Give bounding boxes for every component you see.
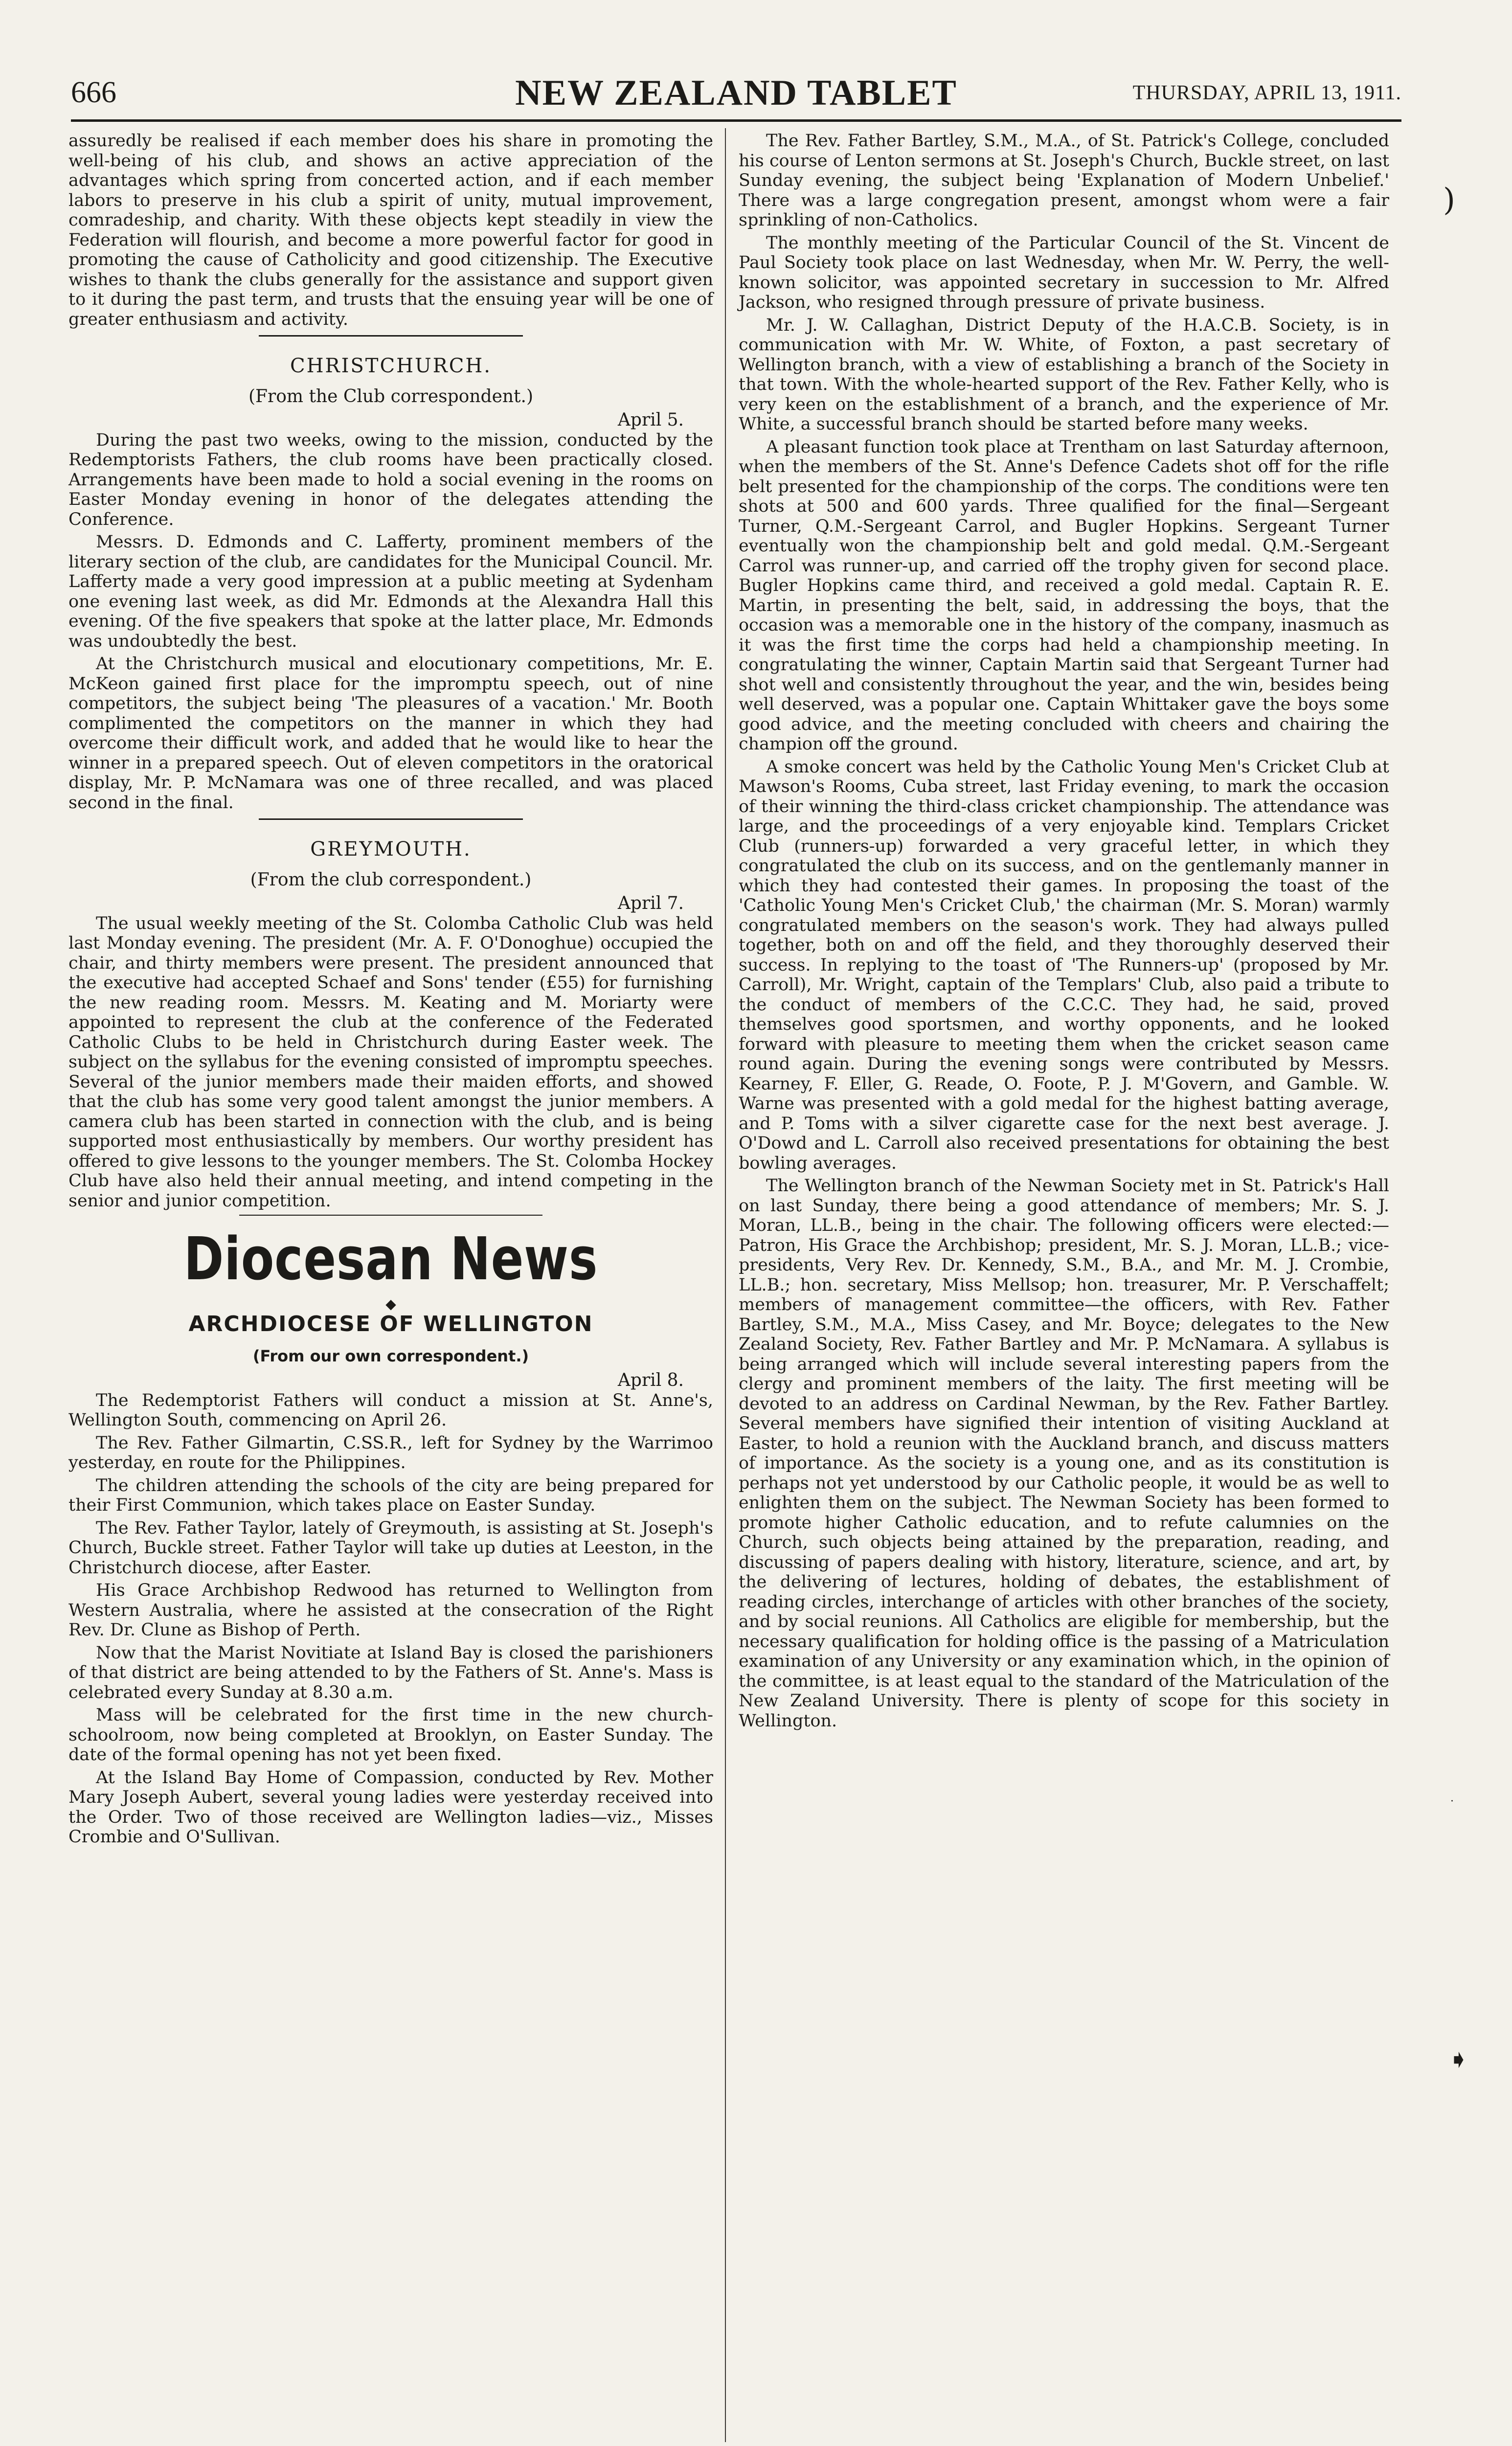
- greymouth-heading: GREYMOUTH.: [310, 838, 472, 861]
- left-column: [68, 131, 713, 1850]
- wellington-news-paragraph: Now that the Marist Novitiate at Island Bay is closed the parishioners of that district are being attended to by the Fathers of St. Anne's. Mass is celebrated every Sunday at 8.30 a.m.: [68, 1643, 713, 1702]
- section-rule: [239, 1215, 542, 1216]
- christchurch-date: April 5.: [617, 410, 684, 430]
- margin-arrow-icon: ➧: [1448, 2045, 1469, 2074]
- issue-date: THURSDAY, APRIL 13, 1911.: [1132, 82, 1401, 104]
- wellington-news-paragraph: Mass will be celebrated for the first time in the new church-schoolroom, now being completed at Brooklyn, on Easter Sunday. The date of the formal opening has not yet been fixed.: [68, 1705, 713, 1765]
- wellington-news-paragraph: The Rev. Father Taylor, lately of Greymouth, is assisting at St. Joseph's Church, Buckle street. Father Taylor will take up duties at Leeston, in the Christchurch diocese, after Easter.: [68, 1518, 713, 1578]
- wellington-news-paragraph: A pleasant function took place at Trentham on last Saturday afternoon, when the members of the St. Anne's Defence Cadets shot off for the rifle belt presented for the championship of the corps. The conditions were ten shots at 500 and 600 yards. Three qualified for the final—Sergeant Turner, Q.M.-Sergeant Carrol, and Bugler Hopkins. Sergeant Turner eventually won the championship belt and gold medal. Q.M.-Sergeant Carrol was runner-up, and carried off the trophy given for second place. Bugler Hopkins came third, and received a gold medal. Captain R. E. Martin, in presenting the belt, said, in addressing the boys, that the occasion was a memorable one in the history of the company, inasmuch as it was the first time the corps had held a championship meeting. In congratulating the winner, Captain Martin said that Sergeant Turner had shot well and consistently throughout the year, and the win, besides being well deserved, was a popular one. Captain Whittaker gave the boys some good advice, and the meeting concluded with cheers and chairing the champion off the ground.: [739, 437, 1389, 754]
- wellington-news-paragraph: A smoke concert was held by the Catholic Young Men's Cricket Club at Mawson's Rooms, Cuba street, last Friday evening, to mark the occasion of their winning the third-class cricket championship. The attendance was large, and the proceedings of a very enjoyable kind. Templars Cricket Club (runners-up) forwarded a very graceful letter, in which they congratulated the club on its success, and on the gentlemanly manner in which they had contested their games. In proposing the toast of the 'Catholic Young Men's Cricket Club,' the chairman (Mr. S. Moran) warmly congratulated members on the season's work. They had always pulled together, both on and off the field, and they thoroughly deserved their success. In replying to the toast of 'The Runners-up' (proposed by Mr. Carroll), Mr. Wright, captain of the Templars' Club, also paid a tribute to the conduct of members of the C.C.C. They had, he said, proved themselves good sportsmen, and worthy opponents, and he looked forward with pleasure to meeting them when the cricket season came round again. During the evening songs were contributed by Messrs. Kearney, F. Eller, G. Reade, O. Foote, P. J. M'Govern, and Gamble. W. Warne was presented with a gold medal for the highest batting average, and P. Toms with a silver cigarette case for the next best average. J. O'Dowd and L. Carroll also received presentations for obtaining the best bowling averages.: [739, 757, 1389, 1173]
- section-rule: [259, 335, 523, 337]
- wellington-news-paragraph: At the Island Bay Home of Compassion, conducted by Rev. Mother Mary Joseph Aubert, several young ladies were yesterday received into the Order. Two of those received are Wellington ladies—viz., Misses Crombie and O'Sullivan.: [68, 1767, 713, 1847]
- newspaper-title: NEW ZEALAND TABLET: [515, 73, 957, 113]
- greymouth-paragraph: The usual weekly meeting of the St. Colomba Catholic Club was held last Monday evening. The president (Mr. A. F. O'Donoghue) occupied the chair, and thirty members were present. The president announced that the executive had accepted Schaef and Sons' tender (£55) for furnishing the new reading room. Messrs. M. Keating and M. Moriarty were appointed to represent the club at the conference of the Federated Catholic Clubs to be held in Christchurch during Easter week. The subject on the syllabus for the evening consisted of impromptu speeches. Several of the junior members made their maiden efforts, and showed that the club has some very good talent amongst the junior members. A camera club has been started in connection with the club, and is being supported most enthusiastically by members. Our worthy president has offered to give lessons to the younger members. The St. Colomba Hockey Club have also held their annual meeting, and intend competing in the senior and junior competition.: [68, 913, 713, 1211]
- christchurch-paragraph: At the Christchurch musical and elocutionary competitions, Mr. E. McKeon gained first place for the impromptu speech, out of nine competitors, the subject being 'The pleasures of a vacation.' Mr. Booth complimented the competitors on the manner in which they had overcome their difficult work, and added that he would like to hear the winner in a prepared speech. Out of eleven competitors in the oratorical display, Mr. P. McNamara was one of three recalled, and was placed second in the final.: [68, 654, 713, 813]
- christchurch-heading: CHRISTCHURCH.: [290, 355, 492, 377]
- federation-article-end: assuredly be realised if each member does his share in promoting the well-being of his club, and shows an active appreciation of the advantages which spring from concerted action, and if each member labors to preserve in his club a spirit of unity, mutual improvement, comradeship, and charity. With these objects kept steadily in view the Federation will flourish, and become a more powerful factor for good in promoting the cause of Catholicity and good citizenship. The Executive wishes to thank the clubs generally for the assistance and support given to it during the past term, and trusts that the ensuing year will be one of greater enthusiasm and activity.: [68, 131, 713, 329]
- section-rule: [259, 818, 523, 820]
- archdiocese-heading: ARCHDIOCESE OF WELLINGTON: [188, 1312, 593, 1336]
- greymouth-source: (From the club correspondent.): [250, 869, 532, 890]
- christchurch-paragraph: During the past two weeks, owing to the mission, conducted by the Redemptorists Fathers, the club rooms have been practically closed. Arrangements have been made to hold a social evening in the rooms on Easter Monday evening in honor of the delegates attending the Conference.: [68, 430, 713, 529]
- christchurch-source: (From the Club correspondent.): [248, 386, 534, 407]
- masthead-rule: [71, 119, 1401, 122]
- page-number: 666: [71, 76, 116, 109]
- wellington-news-paragraph: The children attending the schools of the city are being prepared for their First Communion, which takes place on Easter Sunday.: [68, 1475, 713, 1515]
- diocesan-news-title: Diocesan News: [183, 1225, 598, 1293]
- wellington-news-paragraph: The Rev. Father Bartley, S.M., M.A., of St. Patrick's College, concluded his course of Lenton sermons at St. Joseph's Church, Buckle street, on last Sunday evening, the subject being 'Explanation of Modern Unbelief.' There was a large congregation present, amongst whom were a fair sprinkling of non-Catholics.: [739, 131, 1389, 230]
- archdiocese-source: (From our own correspondent.): [252, 1346, 529, 1365]
- wellington-news-paragraph: The Redemptorist Fathers will conduct a mission at St. Anne's, Wellington South, commencing on April 26.: [68, 1390, 713, 1430]
- margin-paren-mark: ): [1443, 182, 1455, 218]
- right-column: [739, 131, 1389, 1734]
- greymouth-date: April 7.: [617, 893, 684, 913]
- masthead: [71, 72, 1401, 116]
- column-divider: [725, 128, 726, 2442]
- wellington-news-paragraph: The monthly meeting of the Particular Council of the St. Vincent de Paul Society took place on last Wednesday, when Mr. W. Perry, the well-known solicitor, was appointed secretary in succession to Mr. Alfred Jackson, who resigned through pressure of private business.: [739, 233, 1389, 312]
- archdiocese-date: April 8.: [617, 1370, 684, 1390]
- wellington-news-paragraph: His Grace Archbishop Redwood has returned to Wellington from Western Australia, where he assisted at the consecration of the Right Rev. Dr. Clune as Bishop of Perth.: [68, 1581, 713, 1640]
- margin-dot-mark: ·: [1450, 1795, 1454, 1808]
- christchurch-paragraph: Messrs. D. Edmonds and C. Lafferty, prominent members of the literary section of the club, are candidates for the Municipal Council. Mr. Lafferty made a very good impression at a public meeting at Sydenham one evening last week, as did Mr. Edmonds at the Alexandra Hall this evening. Of the five speakers that spoke at the latter place, Mr. Edmonds was undoubtedly the best.: [68, 532, 713, 651]
- wellington-news-paragraph: Mr. J. W. Callaghan, District Deputy of the H.A.C.B. Society, is in communication with Mr. W. White, of Foxton, a past secretary of Wellington branch, with a view of establishing a branch of the Society in that town. With the whole-hearted support of the Rev. Father Kelly, who is very keen on the establishment of a branch, and the experience of Mr. White, a successful branch should be started before many weeks.: [739, 315, 1389, 434]
- wellington-news-paragraph: The Rev. Father Gilmartin, C.SS.R., left for Sydney by the Warrimoo yesterday, en route for the Philippines.: [68, 1433, 713, 1472]
- diamond-ornament-icon: ◆: [385, 1296, 396, 1312]
- wellington-news-paragraph: The Wellington branch of the Newman Society met in St. Patrick's Hall on last Sunday, there being a good attendance of members; Mr. S. J. Moran, LL.B., being in the chair. The following officers were elected:—Patron, His Grace the Archbishop; president, Mr. S. J. Moran, LL.B.; vice-presidents, Very Rev. Dr. Kennedy, S.M., B.A., and Mr. M. J. Crombie, LL.B.; hon. secretary, Miss Mellsop; hon. treasurer, Mr. P. Verschaffelt; members of management committee—the officers, with Rev. Father Bartley, S.M., M.A., Miss Casey, and Mr. Boyce; delegates to the New Zealand Society, Rev. Father Bartley and Mr. P. McNamara. A syllabus is being arranged which will include several interesting papers from the clergy and prominent members of the laity. The first meeting will be devoted to an address on Cardinal Newman, by the Rev. Father Bartley. Several members have signified their intention of visiting Auckland at Easter, to hold a reunion with the Auckland branch, and discuss matters of importance. As the society is a young one, and as its constitution is perhaps not yet understood by our Catholic people, it would be as well to enlighten them on the subject. The Newman Society has been formed to promote higher Catholic education, and to refute calumnies on the Church, such objects being attained by the preparation, reading, and discussing of papers dealing with history, literature, science, and art, by the delivering of lectures, holding of debates, the establishment of reading circles, interchange of articles with other branches of the society, and by social reunions. All Catholics are eligible for membership, but the necessary qualification for holding office is the passing of a Matriculation examination of any University or any examination which, in the opinion of the committee, is at least equal to the standard of the Matriculation of the New Zealand University. There is plenty of scope for this society in Wellington.: [739, 1176, 1389, 1731]
